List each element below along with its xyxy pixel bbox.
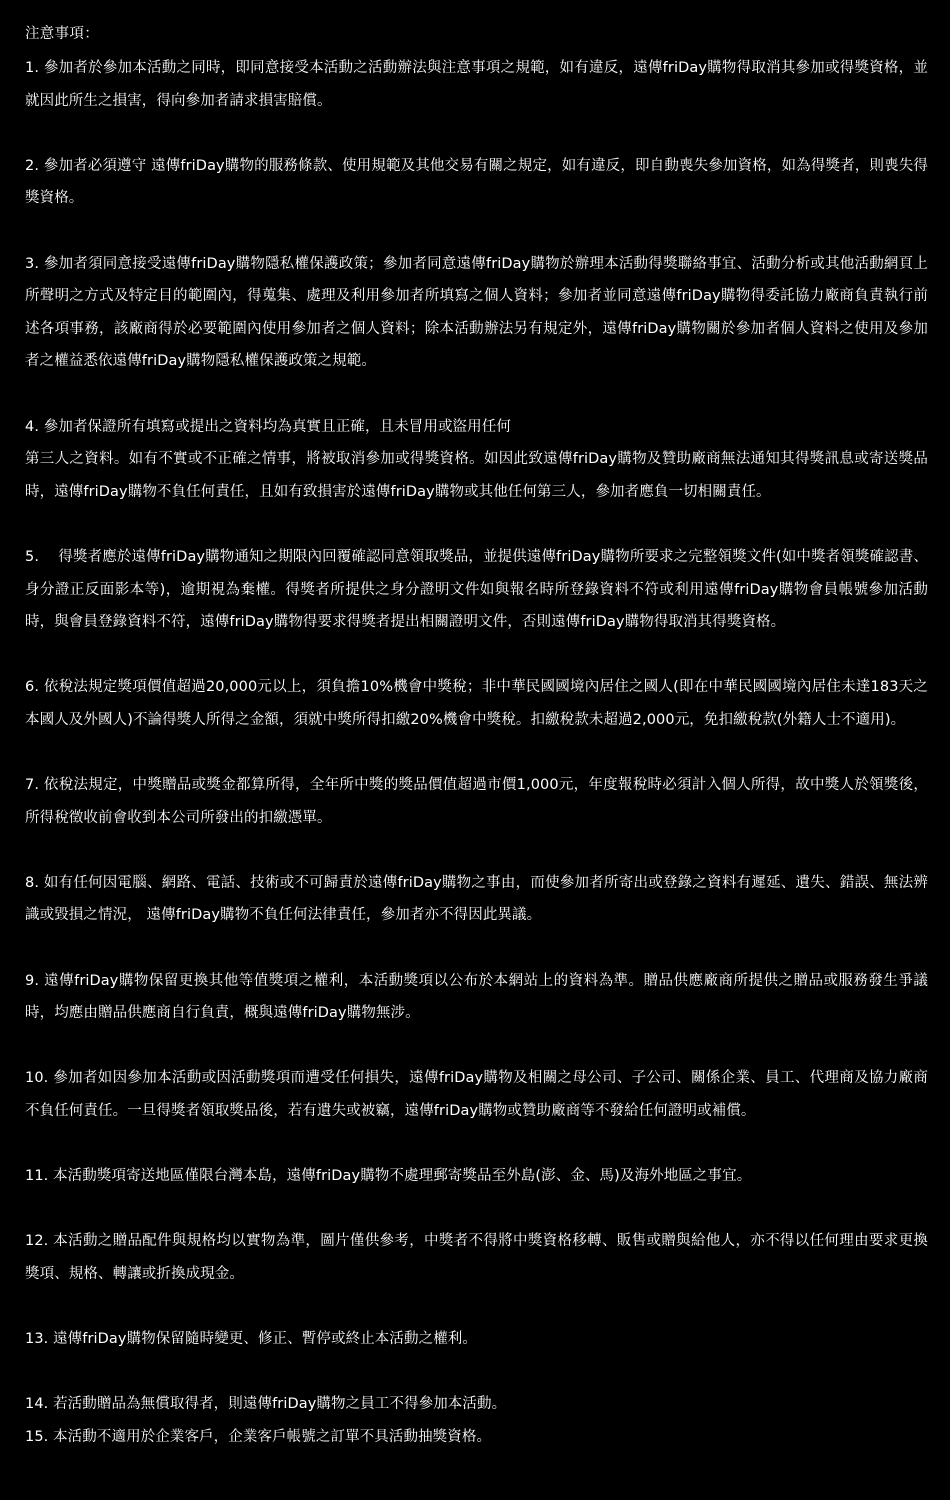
notice-item-9: 9. 遠傳friDay購物保留更換其他等值獎項之權利，本活動獎項以公布於本網站上的資料為準。贈品供應廠商所提供之贈品或服務發生爭議時，均應由贈品供應商自行負責，概與遠傳friDay購物無涉。 <box>25 972 928 1022</box>
notice-item-2: 2. 參加者必須遵守 遠傳friDay購物的服務條款、使用規範及其他交易有關之規定，如有違反，即自動喪失參加資格，如為得獎者，則喪失得獎資格。 <box>25 157 928 207</box>
notice-item-15: 15. 本活動不適用於企業客戶，企業客戶帳號之訂單不具活動抽獎資格。 <box>25 1428 492 1445</box>
notice-item-4-line-2: 第三人之資料。如有不實或不正確之情事，將被取消參加或得獎資格。如因此致遠傳friDay購物及贊助廠商無法通知其得獎訊息或寄送獎品時，遠傳friDay購物不負任何責任，且如有致損害於遠傳friDay購物或其他任何第三人，參加者應負一切相關責任。 <box>25 451 928 500</box>
notice-item-4 <box>25 411 928 509</box>
notice-title: 注意事項： <box>25 26 99 42</box>
notice-list <box>25 52 928 1454</box>
notice-item-5: 5. 得獎者應於遠傳friDay購物通知之期限內回覆確認同意領取獎品，並提供遠傳friDay購物所要求之完整領獎文件(如中獎者領獎確認書、身分證正反面影本等)，逾期視為棄權。得獎者所提供之身分證明文件如與報名時所登錄資料不符或利用遠傳friDay購物會員帳號參加活動時，與會員登錄資料不符，遠傳friDay購物得要求得獎者提出相關證明文件，否則遠傳friDay購物得取消其得獎資格。 <box>25 548 928 631</box>
notice-item-12: 12. 本活動之贈品配件與規格均以實物為準，圖片僅供參考，中獎者不得將中獎資格移轉、販售或贈與給他人，亦不得以任何理由要求更換獎項、規格、轉讓或折換成現金。 <box>25 1233 928 1282</box>
notice-item-13: 13. 遠傳friDay購物保留隨時變更、修正、暫停或終止本活動之權利。 <box>25 1331 477 1348</box>
notice-item-11: 11. 本活動獎項寄送地區僅限台灣本島，遠傳friDay購物不處理郵寄獎品至外島(澎、金、馬)及海外地區之事宜。 <box>25 1168 752 1185</box>
notice-item-14: 14. 若活動贈品為無償取得者，則遠傳friDay購物之員工不得參加本活動。 <box>25 1396 507 1413</box>
notice-item-6: 6. 依稅法規定獎項價值超過20,000元以上，須負擔10%機會中獎稅；非中華民國國境內居住之國人(即在中華民國國境內居住未達183天之本國人及外國人)不論得獎人所得之金額，須就中獎所得扣繳20%機會中獎稅。扣繳稅款未超過2,000元，免扣繳稅款(外籍人士不適用)。 <box>25 679 928 728</box>
notice-item-3: 3. 參加者須同意接受遠傳friDay購物隱私權保護政策；參加者同意遠傳friDay購物於辦理本活動得獎聯絡事宜、活動分析或其他活動網頁上所聲明之方式及特定目的範圍內，得蒐集、處理及利用參加者所填寫之個人資料；參加者並同意遠傳friDay購物得委託協力廠商負責執行前述各項事務，該廠商得於必要範圍內使用參加者之個人資料；除本活動辦法另有規定外，遠傳friDay購物關於參加者個人資料之使用及參加者之權益悉依遠傳friDay購物隱私權保護政策之規範。 <box>25 255 928 370</box>
notice-item-8: 8. 如有任何因電腦、網路、電話、技術或不可歸責於遠傳friDay購物之事由，而使參加者所寄出或登錄之資料有遲延、遺失、錯誤、無法辨識或毀損之情況， 遠傳friDay購物不負任何法律責任，參加者亦不得因此異議。 <box>25 874 928 924</box>
notice-item-1: 1. 參加者於參加本活動之同時，即同意接受本活動之活動辦法與注意事項之規範，如有違反，遠傳friDay購物得取消其參加或得獎資格，並就因此所生之損害，得向參加者請求損害賠償。 <box>25 60 928 109</box>
notice-item-10: 10. 參加者如因參加本活動或因活動獎項而遭受任何損失，遠傳friDay購物及相關之母公司、子公司、關係企業、員工、代理商及協力廠商不負任何責任。一旦得獎者領取獎品後，若有遺失或被竊，遠傳friDay購物或贊助廠商等不發給任何證明或補償。 <box>25 1070 928 1119</box>
notice-item-7: 7. 依稅法規定，中獎贈品或獎金都算所得，全年所中獎的獎品價值超過市價1,000元，年度報稅時必須計入個人所得，故中獎人於領獎後，所得稅徵收前會收到本公司所發出的扣繳憑單。 <box>25 777 928 826</box>
notice-item-4-line-1: 4. 參加者保證所有填寫或提出之資料均為真實且正確，且未冒用或盜用任何 <box>25 418 511 435</box>
